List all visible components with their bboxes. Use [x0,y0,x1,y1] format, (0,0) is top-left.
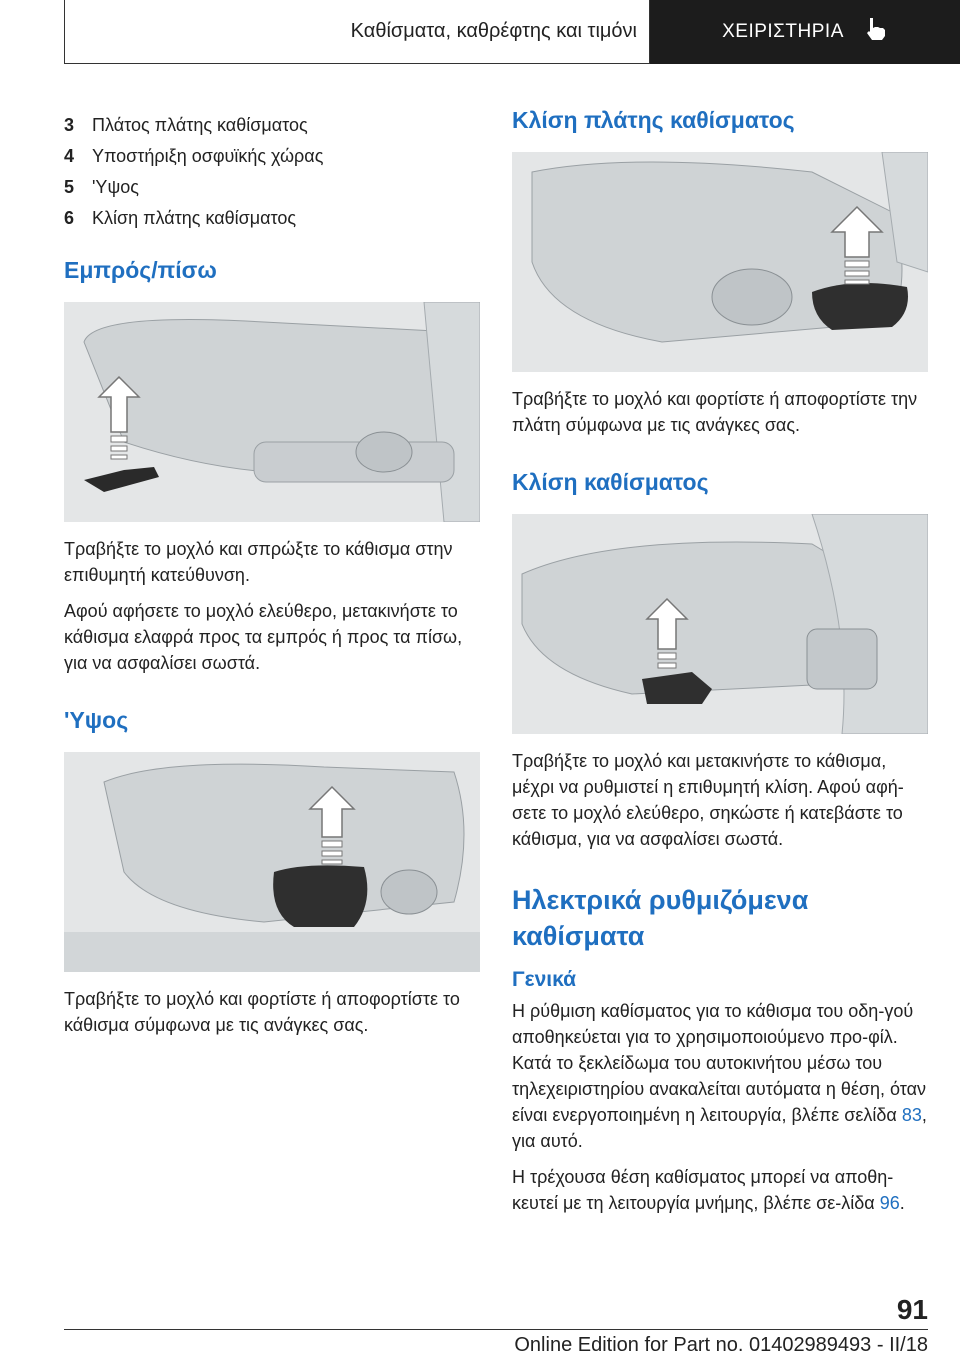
page-link-96[interactable]: 96 [879,1193,900,1213]
list-item: 6 Κλίση πλάτης καθίσματος [64,208,297,228]
paragraph-forward-1: Τραβήξτε το μοχλό και σπρώξτε το κάθισμα στην επιθυμητή κατεύθυνση. [64,539,453,585]
edition-text: Online Edition for Part no. 01402989493 - II/18 [514,1334,928,1356]
section-tab [650,0,960,64]
left-column [64,100,480,1048]
figure-seat-height [64,752,480,972]
footer-rule [64,1329,928,1330]
right-column [512,100,928,1226]
paragraph-backrest: Τραβήξτε το μοχλό και φορτίστε ή αποφορτίστε την πλάτη σύμφωνα με τις ανάγκες σας. [512,389,918,435]
paragraph-seat-tilt: Τραβήξτε το μοχλό και μετακινήστε το κάθισμα, μέχρι να ρυθμιστεί η επιθυμητή κλίση. Αφού αφή-σετε το μοχλό ελεύθερο, σηκώστε ή κατεβάστε το κάθισμα, για να ασφαλίσει σωστά. [512,751,904,849]
heading-seat-tilt: Κλίση καθίσματος [512,469,709,495]
page-link-83[interactable]: 83 [901,1105,922,1125]
heading-forward-back: Εμπρός/πίσω [64,257,217,283]
heading-general: Γενικά [512,968,577,991]
page-header [64,0,960,64]
paragraph-height: Τραβήξτε το μοχλό και φορτίστε ή αποφορτίστε το κάθισμα σύμφωνα με τις ανάγκες σας. [64,989,460,1035]
paragraph-forward-2: Αφού αφήσετε το μοχλό ελεύθερο, μετακινήστε το κάθισμα ελαφρά προς τα εμπρός ή προς τα πίσω, για να ασφαλίσει σωστά. [64,601,463,673]
heading-electric-seats: Ηλεκτρικά ρυθμιζόμενα καθίσματα [512,885,809,951]
page-number: 91 [896,1294,928,1325]
list-item: 4 Υποστήριξη οσφυϊκής χώρας [64,146,324,166]
figure-seat-forward-back [64,302,480,522]
section-title: ΧΕΙΡΙΣΤΗΡΙΑ [722,21,844,42]
component-list [64,110,480,234]
hand-pointer-icon [862,16,888,48]
list-item: 3 Πλάτος πλάτης καθίσματος [64,115,308,135]
figure-backrest-tilt [512,152,928,372]
heading-height: 'Υψος [64,707,129,733]
figure-seat-tilt [512,514,928,734]
heading-backrest-tilt: Κλίση πλάτης καθίσματος [512,107,795,133]
paragraph-general: Η ρύθμιση καθίσματος για το κάθισμα του οδη-γού αποθηκεύεται για το χρησιμοποιούμενο προ-φίλ. Κατά το ξεκλείδωμα του αυτοκινήτου μέσω του τηλεχειριστηρίου ανακαλείται αυτόματα η θέση, όταν είναι ενεργοποιημένη η λειτουργία, βλέπε σελίδα 83, για αυτό. [512,1001,927,1151]
list-item: 5 'Υψος [64,177,139,197]
paragraph-memory: Η τρέχουσα θέση καθίσματος μπορεί να αποθη-κευτεί με τη λειτουργία μνήμης, βλέπε σε-λίδα 96. [512,1167,905,1213]
chapter-title: Καθίσματα, καθρέφτης και τιμόνι [64,0,650,64]
